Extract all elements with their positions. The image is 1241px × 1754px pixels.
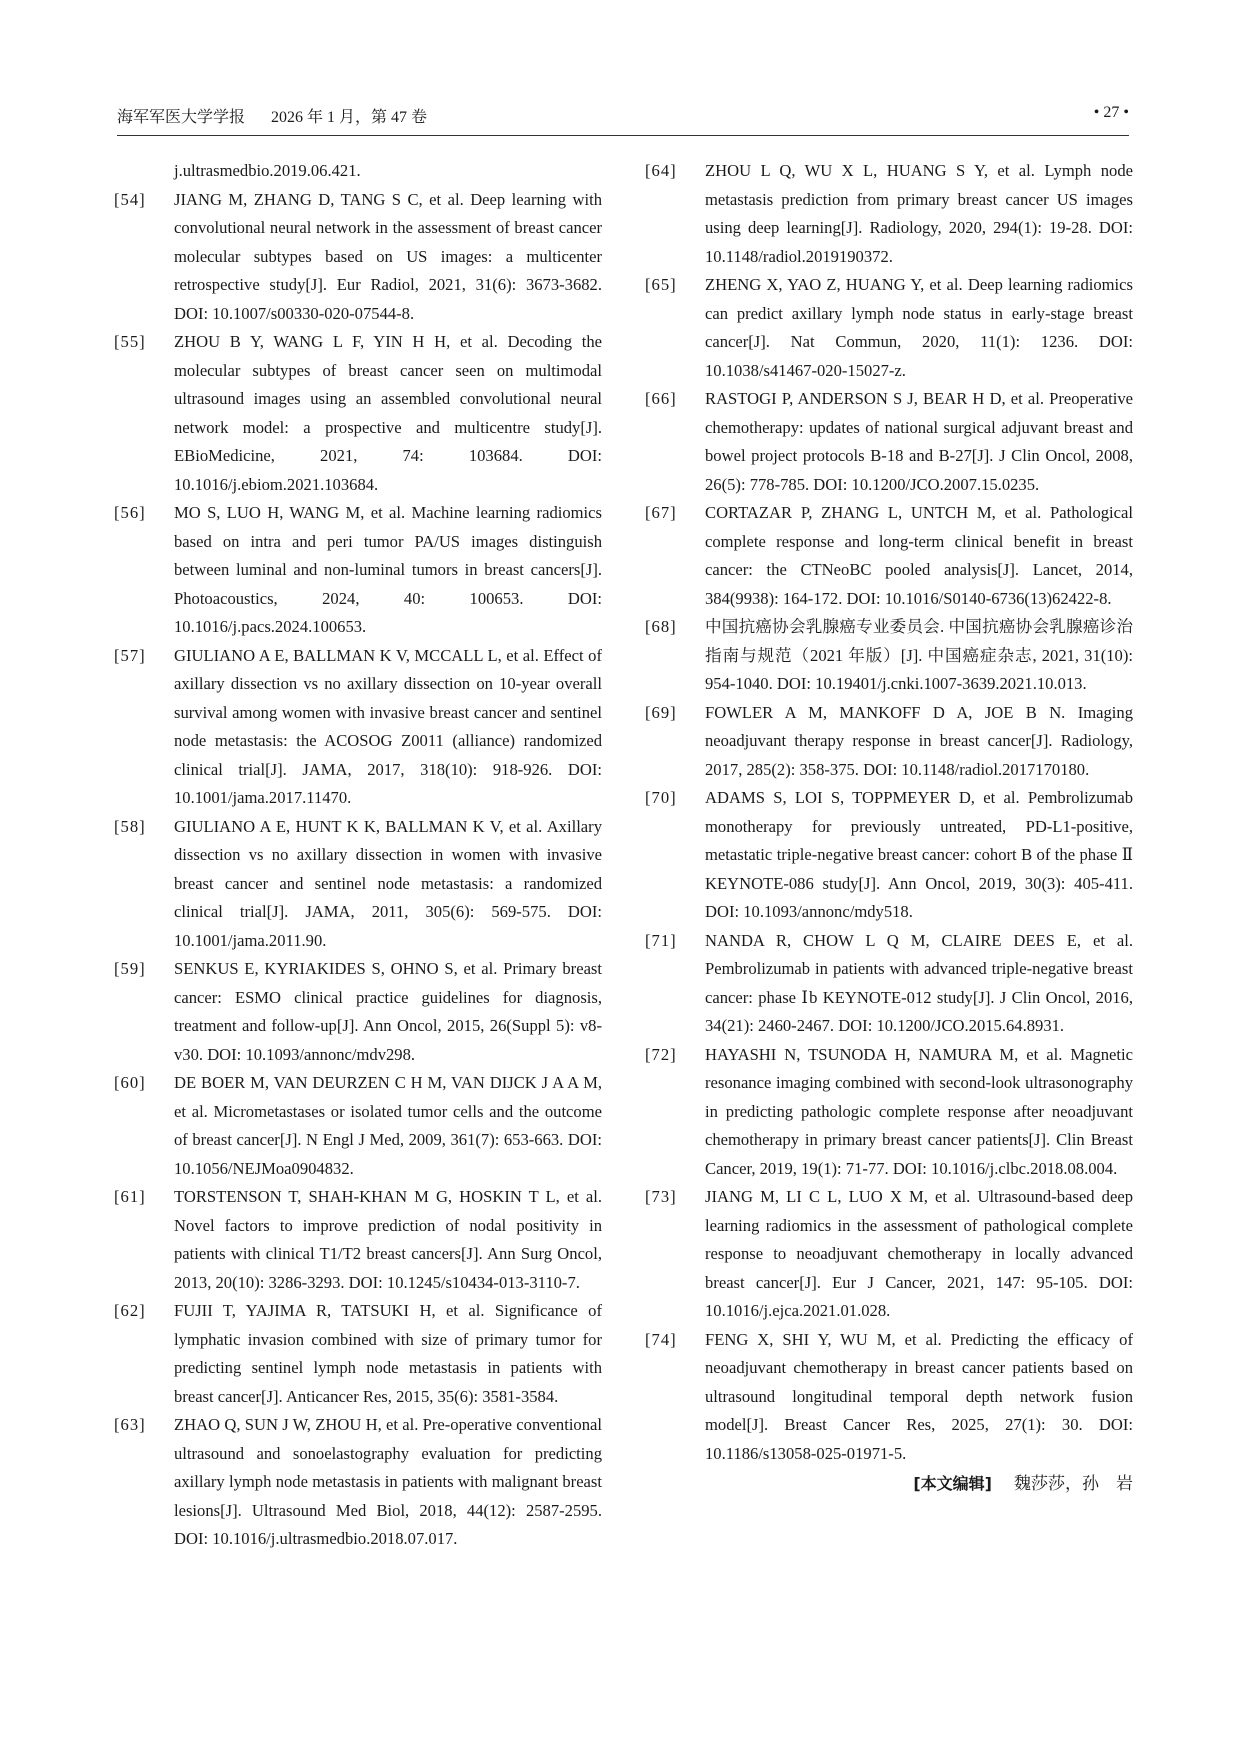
reference-item — [114, 813, 602, 956]
reference-item — [114, 1297, 602, 1411]
reference-number: [63] — [114, 1415, 146, 1434]
reference-text: ZHOU B Y, WANG L F, YIN H H, et al. Decoding the molecular subtypes of breast cancer seen on multimodal ultrasound images using an assembled convolutional neural network model: a prospective and multicentre study[J]. EBioMedicine, 2021, 74: 103684. DOI: 10.1016/j.ebiom.2021.103684. — [174, 332, 602, 494]
reference-item — [114, 1069, 602, 1183]
reference-text: MO S, LUO H, WANG M, et al. Machine learning radiomics based on intra and peri tumor PA/US images distinguish between luminal and non-luminal tumors in breast cancers[J]. Photoacoustics, 2024, 40: 100653. DOI: 10.1016/j.pacs.2024.100653. — [174, 503, 602, 636]
reference-item — [114, 328, 602, 499]
reference-number: [65] — [645, 275, 677, 294]
reference-item — [114, 499, 602, 642]
reference-text: GIULIANO A E, BALLMAN K V, MCCALL L, et al. Effect of axillary dissection vs no axillary dissection on 10-year overall survival among women with invasive breast cancer and sentinel node metastasis: the ACOSOG Z0011 (alliance) randomized clinical trial[J]. JAMA, 2017, 318(10): 918-926. DOI: 10.1001/jama.2017.11470. — [174, 645, 602, 807]
reference-number: [58] — [114, 816, 146, 836]
editor-label: [本文编辑] — [913, 1474, 992, 1493]
reference-text: ADAMS S, LOI S, TOPPMEYER D, et al. Pembrolizumab monotherapy for previously untreated, PD-L1-positive, metastatic triple-negative breast cancer: cohort B of the phase Ⅱ KEYNOTE-086 study[J]. Ann Oncol, 2019, 30(3): 405-411. DOI: 10.1093/annonc/mdy518. — [705, 788, 1133, 921]
reference-item — [645, 699, 1133, 785]
editor-names: 魏莎莎，孙 岩 — [1014, 1474, 1133, 1493]
reference-number: [62] — [114, 1301, 146, 1320]
header-journal-info — [117, 104, 449, 127]
reference-text: ZHENG X, YAO Z, HUANG Y, et al. Deep learning radiomics can predict axillary lymph node status in early-stage breast cancer[J]. Nat Commun, 2020, 11(1): 1236. DOI: 10.1038/s41467-020-15027-z. — [705, 275, 1133, 380]
reference-number: [60] — [114, 1073, 146, 1092]
reference-text: RASTOGI P, ANDERSON S J, BEAR H D, et al. Preoperative chemotherapy: updates of national surgical adjuvant breast and bowel project protocols B-18 and B-27[J]. J Clin Oncol, 2008, 26(5): 778-785. DOI: 10.1200/JCO.2007.15.0235. — [705, 389, 1133, 494]
reference-number: [55] — [114, 332, 146, 351]
reference-text: JIANG M, LI C L, LUO X M, et al. Ultrasound-based deep learning radiomics in the assessment of pathological complete response to neoadjuvant chemotherapy in locally advanced breast cancer[J]. Eur J Cancer, 2021, 147: 95-105. DOI: 10.1016/j.ejca.2021.01.028. — [705, 1187, 1133, 1320]
reference-text: CORTAZAR P, ZHANG L, UNTCH M, et al. Pathological complete response and long-term clinical benefit in breast cancer: the CTNeoBC pooled analysis[J]. Lancet, 2014, 384(9938): 164-172. DOI: 10.1016/S0140-6736(13)62422-8. — [705, 503, 1133, 608]
reference-item — [114, 186, 602, 329]
reference-item — [645, 499, 1133, 613]
reference-number: [54] — [114, 189, 146, 209]
reference-item — [114, 1411, 602, 1554]
reference-number: [73] — [645, 1187, 677, 1206]
reference-number: [64] — [645, 161, 677, 180]
reference-item — [645, 784, 1133, 927]
reference-number: [67] — [645, 503, 677, 522]
reference-number: [68] — [645, 617, 677, 636]
reference-number: [74] — [645, 1329, 677, 1349]
reference-continuation: j.ultrasmedbio.2019.06.421. — [174, 161, 361, 180]
reference-text: FENG X, SHI Y, WU M, et al. Predicting the efficacy of neoadjuvant chemotherapy in breast cancer patients based on ultrasound longitudinal temporal depth network fusion model[J]. Breast Cancer Res, 2025, 27(1): 30. DOI: 10.1186/s13058-025-01971-5. — [705, 1329, 1133, 1463]
reference-text: ZHAO Q, SUN J W, ZHOU H, et al. Pre-operative conventional ultrasound and sonoelastography evaluation for predicting axillary lymph node metastasis in patients with malignant breast lesions[J]. Ultrasound Med Biol, 2018, 44(12): 2587-2595. DOI: 10.1016/j.ultrasmedbio.2018.07.017. — [174, 1415, 602, 1548]
reference-item — [645, 613, 1133, 699]
reference-item — [645, 927, 1133, 1041]
reference-number: [57] — [114, 645, 146, 665]
reference-number: [71] — [645, 930, 677, 950]
page-number: • 27 • — [1093, 104, 1129, 121]
running-header — [117, 98, 1129, 132]
journal-name: 海军军医大学学报 — [117, 109, 246, 126]
reference-number: [66] — [645, 389, 677, 408]
reference-text: TORSTENSON T, SHAH-KHAN M G, HOSKIN T L, et al. Novel factors to improve prediction of nodal positivity in patients with clinical T1/T2 breast cancers[J]. Ann Surg Oncol, 2013, 20(10): 3286-3293. DOI: 10.1245/s10434-013-3110-7. — [174, 1187, 602, 1292]
reference-text: JIANG M, ZHANG D, TANG S C, et al. Deep learning with convolutional neural network in the assessment of breast cancer molecular subtypes based on US images: a multicenter retrospective study[J]. Eur Radiol, 2021, 31(6): 3673-3682. DOI: 10.1007/s00330-020-07544-8. — [174, 189, 602, 323]
reference-text: NANDA R, CHOW L Q M, CLAIRE DEES E, et al. Pembrolizumab in patients with advanced triple-negative breast cancer: phase Ⅰb KEYNOTE-012 study[J]. J Clin Oncol, 2016, 34(21): 2460-2467. DOI: 10.1200/JCO.2015.64.8931. — [705, 930, 1133, 1035]
editor-credit — [645, 1470, 1133, 1498]
reference-text: SENKUS E, KYRIAKIDES S, OHNO S, et al. Primary breast cancer: ESMO clinical practice guidelines for diagnosis, treatment and follow-up[J]. Ann Oncol, 2015, 26(Suppl 5): v8-v30. DOI: 10.1093/annonc/mdv298. — [174, 959, 602, 1064]
reference-number: [61] — [114, 1187, 146, 1206]
reference-item — [114, 955, 602, 1069]
left-column — [114, 157, 602, 1554]
reference-item — [114, 1183, 602, 1297]
reference-number: [56] — [114, 503, 146, 522]
right-column — [645, 157, 1133, 1498]
reference-number: [72] — [645, 1044, 677, 1064]
reference-text: ZHOU L Q, WU X L, HUANG S Y, et al. Lymph node metastasis prediction from primary breast cancer US images using deep learning[J]. Radiology, 2020, 294(1): 19-28. DOI: 10.1148/radiol.2019190372. — [705, 161, 1133, 266]
reference-number: [59] — [114, 959, 146, 978]
reference-number: [69] — [645, 702, 677, 722]
reference-item — [645, 1326, 1133, 1469]
reference-item — [645, 385, 1133, 499]
reference-item — [645, 1041, 1133, 1184]
reference-number: [70] — [645, 788, 677, 807]
reference-text: DE BOER M, VAN DEURZEN C H M, VAN DIJCK J A A M, et al. Micrometastases or isolated tumor cells and the outcome of breast cancer[J]. N Engl J Med, 2009, 361(7): 653-663. DOI: 10.1056/NEJMoa0904832. — [174, 1073, 602, 1178]
reference-item — [645, 271, 1133, 385]
issue-info: 2026 年 1 月，第 47 卷 — [271, 109, 428, 126]
reference-item — [645, 1183, 1133, 1326]
reference-text: FUJII T, YAJIMA R, TATSUKI H, et al. Significance of lymphatic invasion combined with size of primary tumor for predicting sentinel lymph node metastasis in patients with breast cancer[J]. Anticancer Res, 2015, 35(6): 3581-3584. — [174, 1301, 602, 1406]
header-divider — [117, 135, 1129, 136]
reference-text: HAYASHI N, TSUNODA H, NAMURA M, et al. Magnetic resonance imaging combined with second-look ultrasonography in predicting pathologic complete response after neoadjuvant chemotherapy in primary breast cancer patients[J]. Clin Breast Cancer, 2019, 19(1): 71-77. DOI: 10.1016/j.clbc.2018.08.004. — [705, 1044, 1133, 1178]
reference-text: 中国抗癌协会乳腺癌专业委员会. 中国抗癌协会乳腺癌诊治指南与规范（2021 年版）[J]. 中国癌症杂志, 2021, 31(10): 954-1040. DOI: 10.19401/j.cnki.1007-3639.2021.10.013. — [705, 617, 1133, 693]
reference-text: FOWLER A M, MANKOFF D A, JOE B N. Imaging neoadjuvant therapy response in breast cancer[J]. Radiology, 2017, 285(2): 358-375. DOI: 10.1148/radiol.2017170180. — [705, 702, 1133, 779]
reference-item — [114, 642, 602, 813]
reference-text: GIULIANO A E, HUNT K K, BALLMAN K V, et al. Axillary dissection vs no axillary dissection in women with invasive breast cancer and sentinel node metastasis: a randomized clinical trial[J]. JAMA, 2011, 305(6): 569-575. DOI: 10.1001/jama.2011.90. — [174, 816, 602, 950]
reference-item — [645, 157, 1133, 271]
